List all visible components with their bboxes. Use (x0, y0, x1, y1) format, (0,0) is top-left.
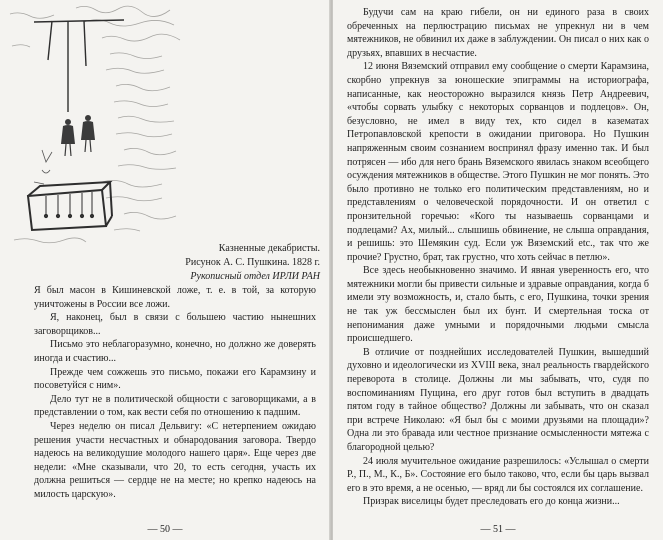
paragraph: 12 июня Вяземский отправил ему сообщение о смерти Карамзина, скорбно упрекнув за юношеские эпиграммы на историографа, написанные, как неосторожно выразился князь Петр Андреевич, «чтобы сорвать улыбку с некоторых сорванцов и подлецов». Он, безусловно, не имел в виду тех, кто сидел в казематах Петропавловской крепости в ожидании приговора. Но Пушкин напряженным своим сознанием воспринял фразу именно так. И был потрясен — ибо для него брань Вяземского явилась знаком всеобщего осуждения мятежников в обществе. Этого Пушкин не мог понять. Это было противно не только его политическим представлениям, но и представлениям о человеческой порядочности. И он ответил с пронзительной горечью: «Кого ты называешь сорванцами и подлецами? Ах, милый... слышишь обвинение, не слыша оправдания, и решишь: это Шемякин суд. Если уж Вяземский etc., так что же прочие? Грустно, брат, так грустно, что хоть сейчас в петлю». (347, 61, 649, 263)
page-number: — 50 — (147, 524, 183, 535)
paragraph: В отличие от позднейших исследователей Пушкин, вышедший духовно и идеологически из XVIII века, знал реальность гвардейского переворота в столице. Должны ли мы забывать, что, судя по воспоминаниям Пущина, его друг готов был вступить в двадцать пятом году в тайное общество? Должны ли забывать, что он сказал при встрече Николаю: «Я был бы с моими друзьями на площади»? Одна ли это бравада или честное признание осмысленности мятежа с благородной целью? (347, 346, 649, 453)
paragraph: Письмо это неблагоразумно, конечно, но должно же доверять иногда и счастию... (34, 339, 316, 364)
caption-line: Рисунок А. С. Пушкина. 1828 г. (185, 257, 320, 268)
paragraph: Призрак виселицы будет преследовать его до конца жизни... (363, 496, 620, 508)
caption-line: Казненные декабристы. (218, 243, 320, 254)
page-number: — 51 — (480, 524, 516, 535)
paragraph: Я был масон в Кишиневской ложе, т. е. в той, за которую уничтожены в России все ложи. (34, 285, 316, 310)
right-body-text (347, 6, 649, 509)
paragraph: Все здесь необыкновенно значимо. И явная уверенность его, что мятежники могли бы привести сильные и здравые оправдания, когда б имели эту возможность, и, стало быть, с его, Пушкина, точки зрения не так уж бессмыслен был их бунт. И смертельная тоска от непонимания даже умными и порядочными людьми смысла происшедшего. (347, 265, 649, 345)
paragraph: Будучи сам на краю гибели, он ни единого раза в своих обреченных на перлюстрацию письмах не упрекнул ни в чем мятежников, не обвинил их даже в заблуждении. Он писал о них как о друзьях, впавших в несчастие. (347, 7, 649, 59)
paragraph: Прежде чем сожжешь это письмо, покажи его Карамзину и посоветуйся с ним». (34, 366, 316, 392)
paragraph: 24 июля мучительное ожидание разрешилось: «Услышал о смерти Р., П., М., К., Б». Состояние его было таково, что, если бы царь вызвал его в это время, а не осенью, — вряд ли бы состоялся их соглашение. (347, 455, 649, 494)
caption-source: Рукописный отдел ИРЛИ РАН (190, 271, 320, 282)
left-body-text (34, 284, 316, 502)
paragraph: Я, наконец, был в связи с большею частию нынешних заговорщиков... (34, 312, 316, 337)
paragraph: Через неделю он писал Дельвигу: «С нетерпением ожидаю решения участи несчастных и обнародования заговора. Твердо надеюсь на великодушие молодого нашего царя». Еще через две недели: «Мне сказывали, что 20, то есть сегодня, участь их должна решиться — сердце не на месте; но крепко надеюсь на милость царскую». (34, 420, 316, 500)
pushkin-drawing (6, 0, 206, 252)
figure-caption (160, 242, 320, 284)
left-page (0, 0, 330, 540)
right-page (333, 0, 663, 540)
paragraph: Дело тут не в политической общности с заговорщиками, а в представлении о том, как вести себя по отношению к падшим. (34, 393, 316, 419)
